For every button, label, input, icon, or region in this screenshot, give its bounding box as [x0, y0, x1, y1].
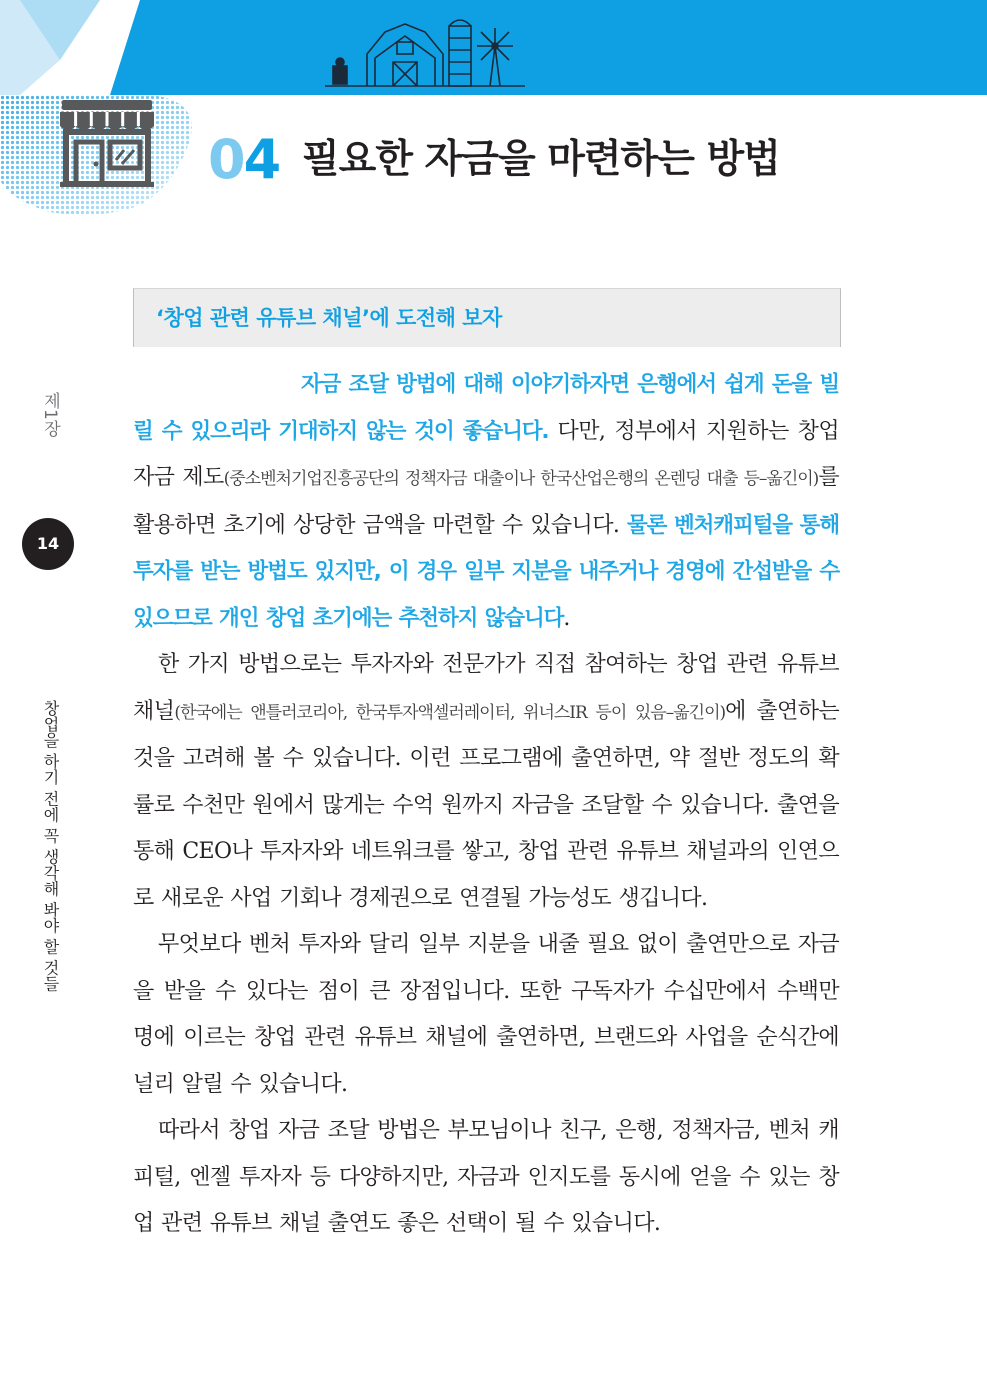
chapter-title: 필요한 자금을 마련하는 방법	[302, 137, 780, 182]
book-title-running-head: 창업을 하기 전에 꼭 생각해 봐야 할 것들	[41, 700, 60, 992]
page-number-badge: 14	[22, 518, 74, 570]
section-heading: ‘창업 관련 유튜브 채널’에 도전해 보자	[156, 306, 502, 330]
shop-icon	[58, 98, 156, 188]
body-span: 다만, 정부에서 지원하는 창업자금 제도	[133, 418, 839, 490]
chapter-number: 04	[208, 128, 280, 191]
body-span: .	[563, 605, 570, 631]
body-span: 에 출연하는 것을 고려해 볼 수 있습니다. 이런 프로그램에 출연하면, 약 절반 정도의 확률로 수천만 원에서 많게는 수억 원까지 자금을 조달할 수 있습니다. 출연을 통해 CEO나 투자자와 네트워크를 쌓고, 창업 관련 유튜브 채널과의 인연으로 새로운 사업 기회나 경제권으로 연결될 가능성도 생깁니다.	[133, 698, 840, 911]
translator-note: (중소벤처기업진흥공단의 정책자금 대출이나 한국산업은행의 온렌딩 대출 등–옮긴이)	[223, 469, 819, 489]
body-span: 를 활용하면 초기에 상당한 금액을 마련할 수 있습니다.	[133, 465, 839, 538]
paragraph: 무엇보다 벤처 투자와 달리 일부 지분을 내줄 필요 없이 출연만으로 자금을 받을 수 있다는 점이 큰 장점입니다. 또한 구독자가 수십만에서 수백만 명에 이르는 창업 관련 유튜브 채널에 출연하면, 브랜드와 사업을 순식간에 널리 알릴 수 있습니다.	[133, 932, 839, 1097]
body-span: 한 가지 방법으로는 투자자와 전문가가 직접 참여하는 창업 관련 유튜브 채널	[133, 652, 839, 724]
body-text	[133, 362, 839, 1248]
highlight-text: 자금 조달 방법에 대해 이야기하자면 은행에서 쉽게 돈을 빌릴 수 있으리라 기대하지 않는 것이 좋습니다.	[133, 372, 839, 444]
barn-illustration	[325, 6, 525, 92]
paragraph	[133, 362, 839, 642]
highlight-text: 물론 벤처캐피털을 통해 투자를 받는 방법도 있지만, 이 경우 일부 지분을 내주거나 경영에 간섭받을 수 있으므로 개인 창업 초기에는 추천하지 않습니다	[133, 512, 839, 631]
translator-note: (한국에는 앤틀러코리아, 한국투자액셀러레이터, 위너스IR 등이 있음–옮긴이)	[174, 702, 726, 723]
chapter-label: 제1장	[40, 392, 60, 437]
paragraph: 따라서 창업 자금 조달 방법은 부모님이나 친구, 은행, 정책자금, 벤처 캐피털, 엔젤 투자자 등 다양하지만, 자금과 인지도를 동시에 얻을 수 있는 창업 관련 유튜브 채널 출연도 좋은 선택이 될 수 있습니다.	[133, 1118, 839, 1236]
section-heading-box	[133, 288, 841, 347]
paragraph	[133, 642, 839, 922]
